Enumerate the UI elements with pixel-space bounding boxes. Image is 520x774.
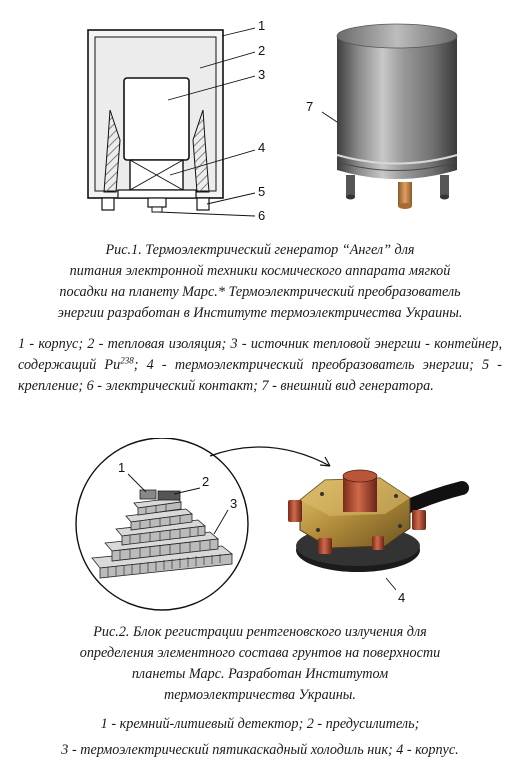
fig2-label-2: 2 (202, 474, 210, 489)
generator-photo (337, 24, 457, 209)
fig1-label-2: 2 (258, 43, 266, 58)
electrical-contact (148, 198, 166, 207)
figure-1-caption: Рис.1. Термоэлектрический генератор “Ангел” для питания электронной техники космического аппарата мягкой посадки на планету Марс.* Термоэлектрический преобразователь энергии разработан в Институте термоэлектричества Украины. (57, 242, 463, 321)
figure-2-caption: Рис.2. Блок регистрации рентгеновского излучения для определения элементного состава грунтов на поверхности планеты Марс. Разработан Институтом термоэлектричества Украины. (79, 624, 441, 703)
figure-1-schematic (0, 0, 520, 240)
fig2-label-3: 3 (230, 496, 238, 511)
preamplifier (158, 491, 180, 500)
fig1-label-1: 1 (258, 18, 266, 33)
figure-2-illustration (0, 438, 520, 620)
figure-1-legend: 1 - корпус; 2 - тепловая изоляция; 3 - источник тепловой энергии - контейнер, содержащий Pu$^{238}$; 4 - термоэлектрический преобразователь энергии; 5 - крепление; 6 - электрический контакт; 7 - внешний вид генератора. (18, 336, 503, 394)
fig1-label-7: 7 (306, 99, 314, 114)
fig2-label-4: 4 (398, 590, 406, 605)
fig1-label-3: 3 (258, 67, 266, 82)
zoom-arrow (210, 447, 330, 466)
fig1-label-6: 6 (258, 208, 266, 223)
mount-foot (102, 198, 114, 210)
fig1-label-4: 4 (258, 140, 266, 155)
fig1-label-5: 5 (258, 184, 266, 199)
xray-device-photo (288, 470, 462, 572)
heat-source-container (124, 78, 189, 160)
figure-2-legend-line-1: 1 - кремний-литиевый детектор; 2 - предусилитель; (100, 716, 420, 732)
fig2-label-1: 1 (118, 460, 126, 475)
figure-2-legend-line-2: 3 - термоэлектрический пятикаскадный холодиль ник; 4 - корпус. (61, 742, 459, 758)
silicon-lithium-detector (140, 490, 156, 499)
